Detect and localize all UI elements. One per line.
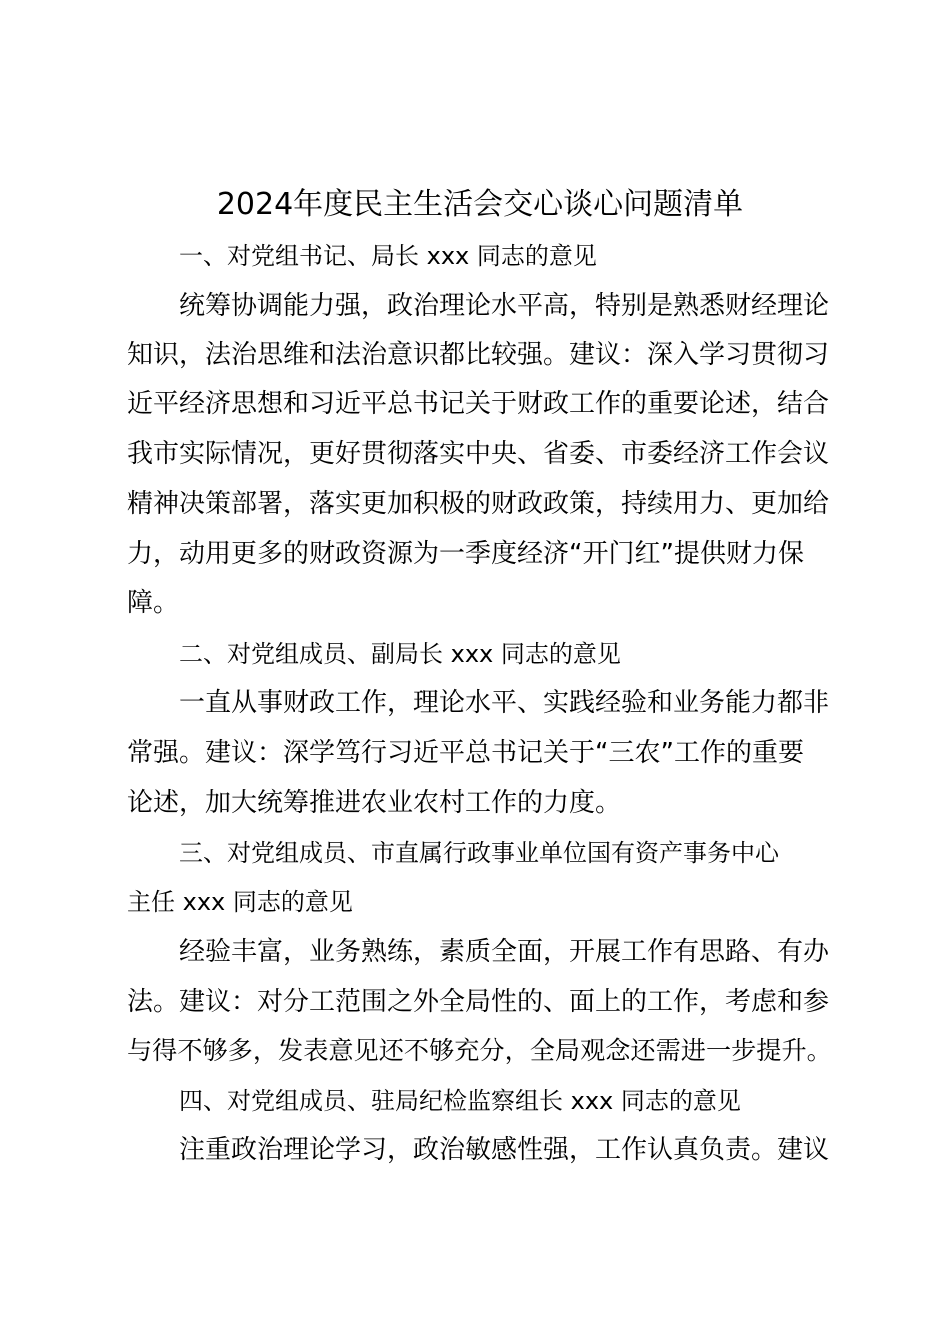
document-title: 2024年度民主生活会交心谈心问题清单 [216, 187, 744, 222]
section-3-heading: 三、对党组成员、市直属行政事业单位国有资产事务中心 [179, 839, 779, 867]
section-2-body-line: 常强。建议：深学笃行习近平总书记关于“三农”工作的重要 [127, 738, 804, 768]
section-1-body-line: 力，动用更多的财政资源为一季度经济“开门红”提供财力保 [127, 539, 804, 569]
section-1-body-line: 精神决策部署，落实更加积极的财政政策，持续用力、更加给 [127, 489, 830, 519]
section-4-body-line: 注重政治理论学习，政治敏感性强，工作认真负责。建议 [179, 1135, 830, 1165]
section-1-body-line: 知识，法治思维和法治意识都比较强。建议：深入学习贯彻习 [127, 340, 830, 370]
section-2-body-line: 一直从事财政工作，理论水平、实践经验和业务能力都非 [179, 688, 830, 718]
section-4-heading: 四、对党组成员、驻局纪检监察组长 xxx 同志的意见 [179, 1087, 741, 1115]
section-1-body-line: 近平经济思想和习近平总书记关于财政工作的重要论述，结合 [127, 389, 830, 419]
section-2-body-line: 论述，加大统筹推进农业农村工作的力度。 [127, 788, 622, 818]
section-1-body-line: 我市实际情况，更好贯彻落实中央、省委、市委经济工作会议 [127, 439, 830, 469]
section-2-heading: 二、对党组成员、副局长 xxx 同志的意见 [179, 640, 621, 668]
section-1-heading: 一、对党组书记、局长 xxx 同志的意见 [179, 242, 597, 270]
section-3-body-line: 经验丰富，业务熟练，素质全面，开展工作有思路、有办 [179, 937, 830, 967]
section-3-body-line: 法。建议：对分工范围之外全局性的、面上的工作，考虑和参 [127, 987, 830, 1017]
section-3-body-line: 与得不够多，发表意见还不够充分，全局观念还需进一步提升。 [127, 1036, 832, 1065]
section-1-body-line: 障。 [127, 588, 180, 618]
section-3-heading: 主任 xxx 同志的意见 [127, 888, 353, 916]
section-1-body-line: 统筹协调能力强，政治理论水平高，特别是熟悉财经理论 [179, 291, 830, 321]
